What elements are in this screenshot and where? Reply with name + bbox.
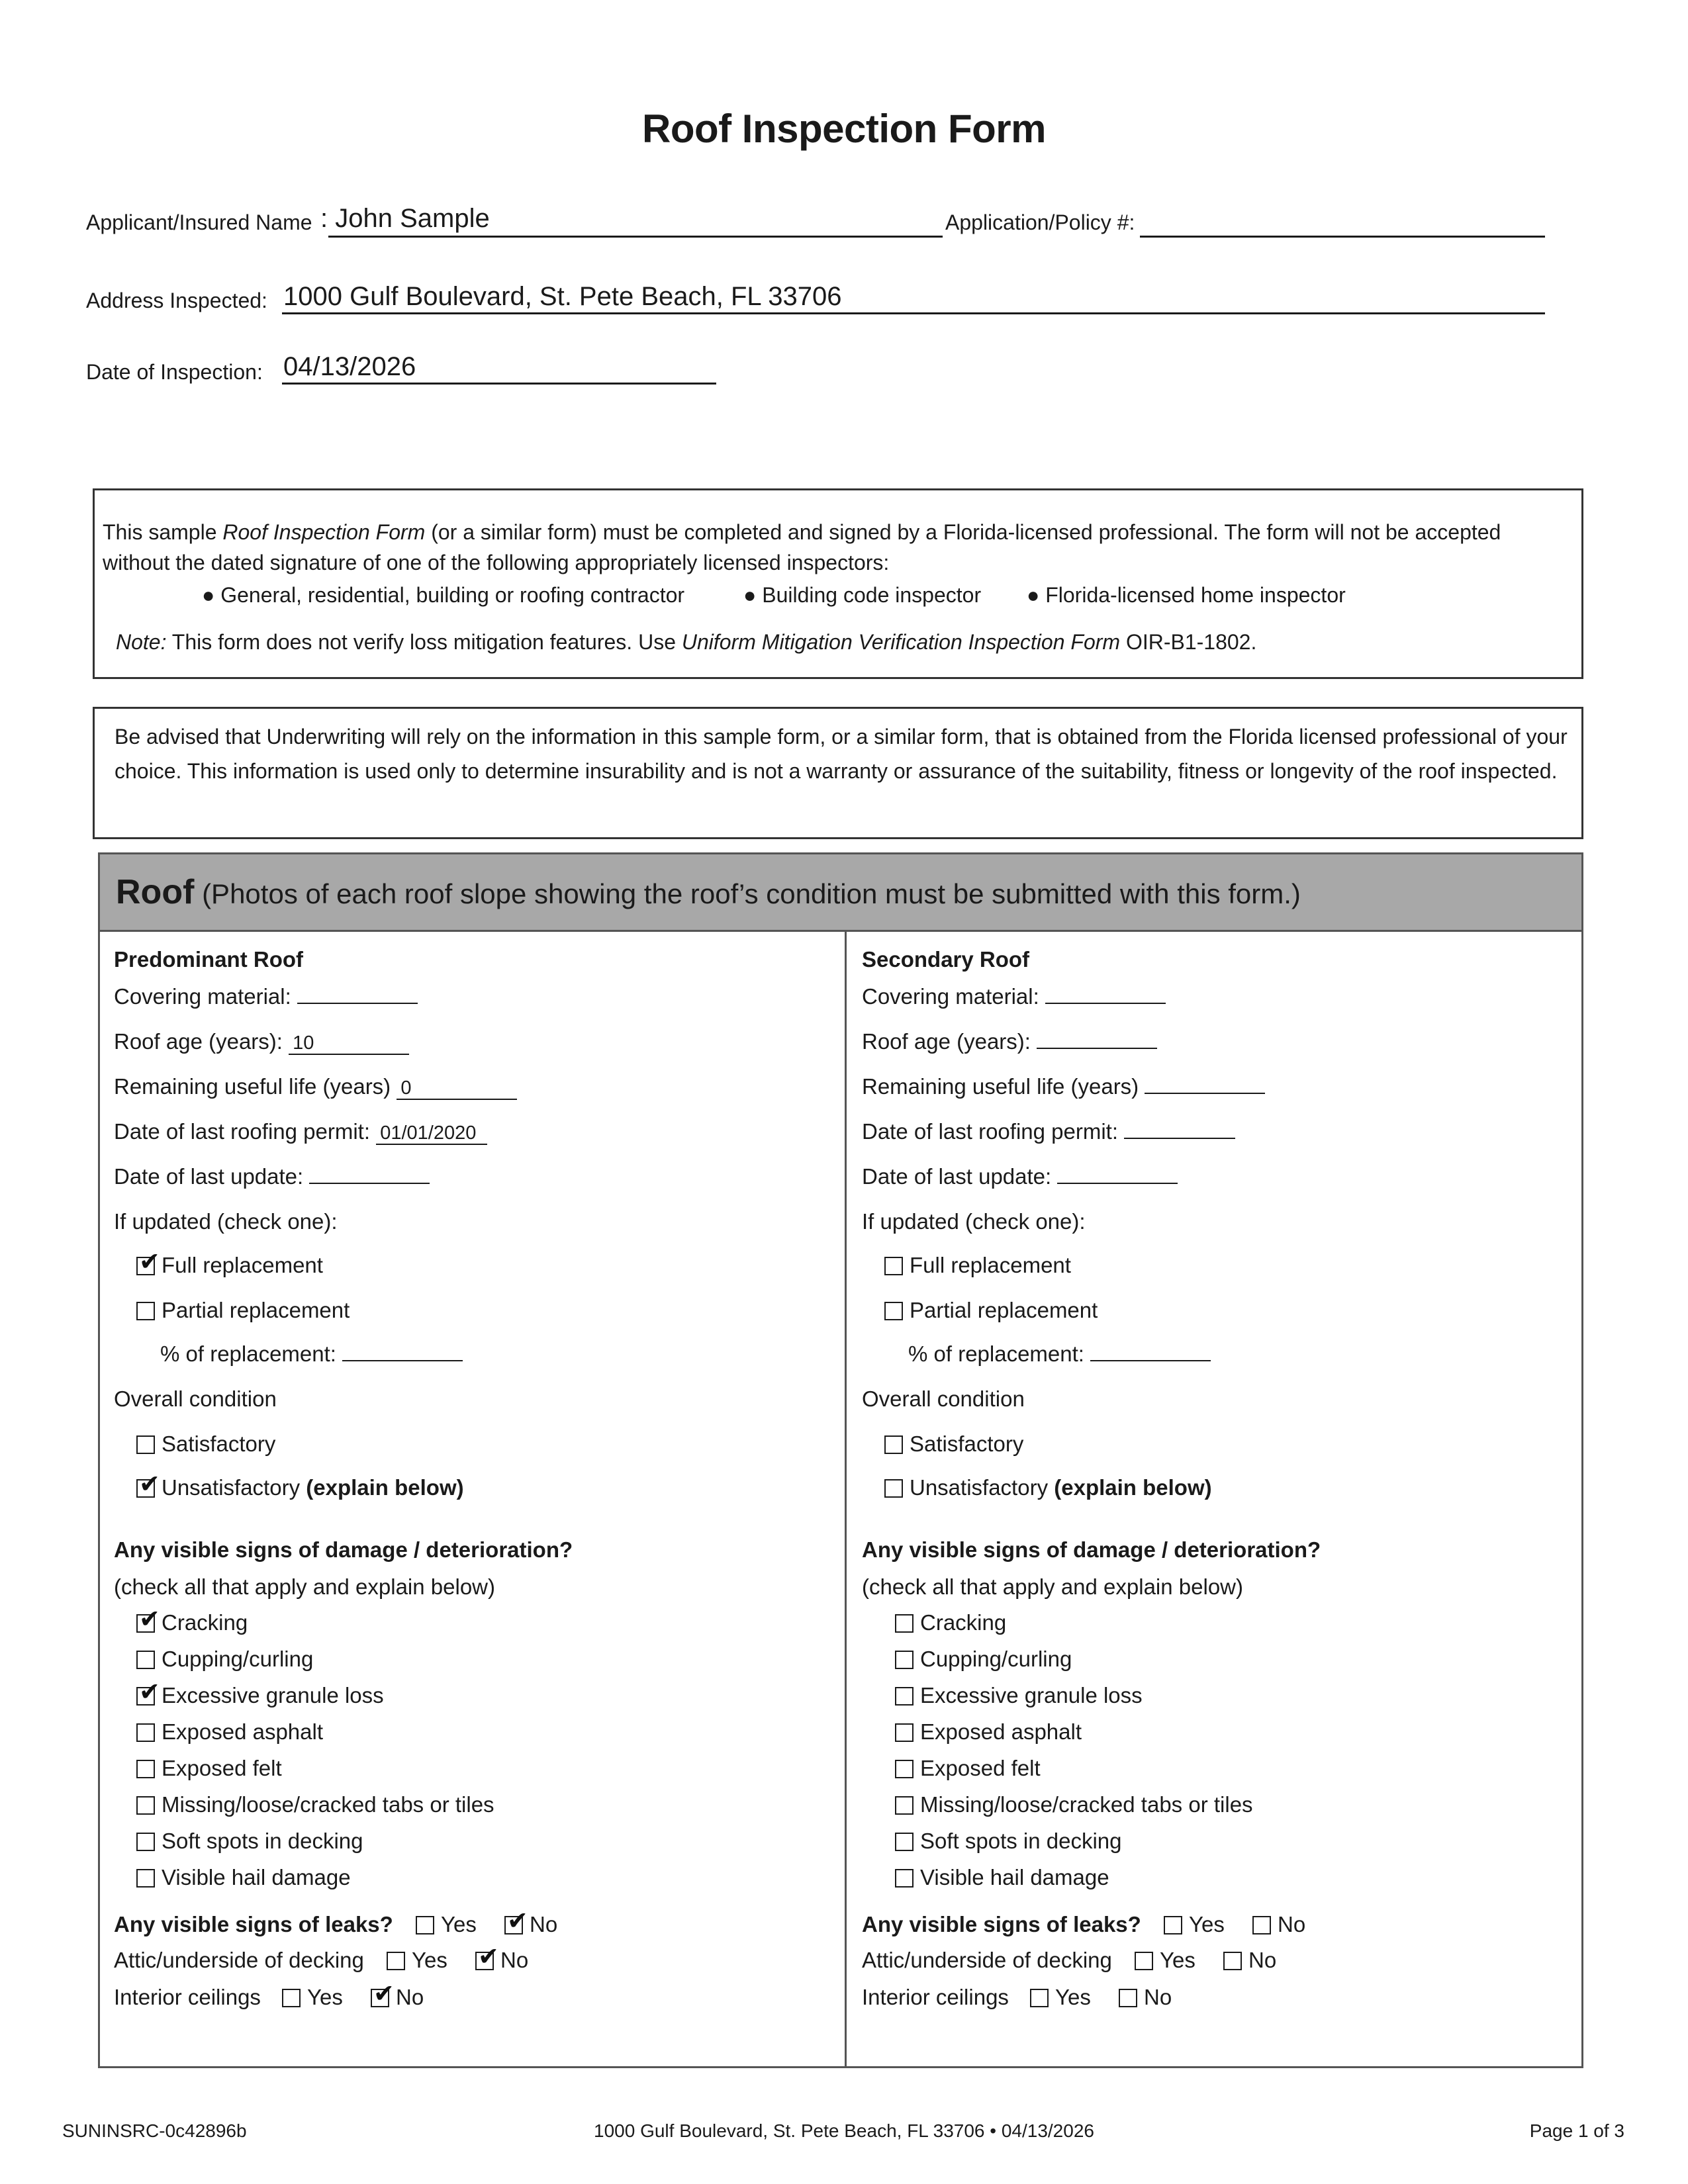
ceilings-no-checkbox[interactable] xyxy=(1119,1989,1137,2007)
damage-item-row xyxy=(895,1828,1122,1854)
ceilings-label: Interior ceilings xyxy=(114,1985,261,2009)
address-underline xyxy=(282,312,1545,314)
inspector-bullet-2: ● Building code inspector xyxy=(743,583,982,607)
damage-item-label: Exposed felt xyxy=(162,1756,282,1780)
full-replacement-row xyxy=(884,1252,1071,1279)
leaks-yes-checkbox[interactable] xyxy=(1164,1916,1182,1934)
damage-item-label: Soft spots in decking xyxy=(162,1829,363,1853)
damage-question: Any visible signs of damage / deterioration? xyxy=(114,1537,573,1562)
damage-item-label: Exposed asphalt xyxy=(920,1719,1082,1744)
no-label: No xyxy=(1278,1912,1306,1936)
partial-replacement-checkbox[interactable] xyxy=(136,1302,155,1320)
covering-label: Covering material: xyxy=(114,984,291,1009)
pct-row xyxy=(160,1341,463,1367)
remaining-label: Remaining useful life (years) xyxy=(862,1074,1139,1099)
overall-row xyxy=(862,1386,1025,1412)
unsatisfactory-row xyxy=(136,1475,464,1501)
leaks-yes-option xyxy=(416,1911,477,1938)
footer-address-date: 1000 Gulf Boulevard, St. Pete Beach, FL 33706 • 04/13/2026 xyxy=(594,2120,1094,2141)
damage-item-row xyxy=(136,1755,282,1782)
roof-section-header xyxy=(98,852,1583,932)
damage-item-label: Exposed felt xyxy=(920,1756,1041,1780)
damage-checkbox-3[interactable] xyxy=(136,1687,155,1706)
yes-label: Yes xyxy=(1160,1948,1196,1972)
unsatisfactory-checkbox[interactable] xyxy=(884,1479,903,1498)
permit-date-field[interactable]: 01/01/2020 xyxy=(376,1122,487,1145)
damage-item-row xyxy=(136,1719,323,1745)
covering-material-field[interactable] xyxy=(297,1003,418,1004)
overall-row xyxy=(114,1386,277,1412)
damage-checkbox-4[interactable] xyxy=(136,1723,155,1742)
attic-row xyxy=(114,1947,364,1974)
damage-item-label: Cracking xyxy=(162,1610,248,1635)
remaining-life-field[interactable]: 0 xyxy=(397,1077,517,1100)
full-replacement-label: Full replacement xyxy=(162,1253,323,1277)
mitigation-note: Note: This form does not verify loss mitigation features. Use Uniform Mitigation Verification Inspection Form OIR-B1-1802. xyxy=(116,630,1257,654)
leaks-row xyxy=(114,1911,393,1938)
column-divider xyxy=(845,930,847,2068)
damage-question: Any visible signs of damage / deterioration? xyxy=(862,1537,1321,1562)
underwriting-notice-box xyxy=(93,707,1583,839)
damage-item-row xyxy=(136,1610,248,1636)
licensing-notice-box xyxy=(93,488,1583,679)
damage-item-label: Exposed asphalt xyxy=(162,1719,324,1744)
age-label: Roof age (years): xyxy=(862,1029,1031,1054)
damage-checkbox-3[interactable] xyxy=(895,1687,914,1706)
secondary-heading-row xyxy=(862,946,1029,973)
damage-checkbox-5[interactable] xyxy=(136,1760,155,1778)
ceilings-label: Interior ceilings xyxy=(862,1985,1009,2009)
date-underline xyxy=(282,383,716,385)
full-replacement-checkbox[interactable] xyxy=(884,1257,903,1275)
full-replacement-label: Full replacement xyxy=(910,1253,1071,1277)
attic-label: Attic/underside of decking xyxy=(862,1948,1112,1972)
leaks-label: Any visible signs of leaks? xyxy=(114,1912,393,1936)
damage-question-row xyxy=(862,1537,1321,1563)
damage-item-label: Missing/loose/cracked tabs or tiles xyxy=(920,1792,1253,1817)
if-updated-label: If updated (check one): xyxy=(862,1209,1086,1234)
no-label: No xyxy=(396,1985,424,2009)
inspector-bullet-3: ● Florida-licensed home inspector xyxy=(1027,583,1346,607)
leaks-no-option xyxy=(1252,1911,1305,1938)
update-label: Date of last update: xyxy=(114,1164,304,1189)
roof-age-field[interactable] xyxy=(1037,1048,1157,1049)
yes-label: Yes xyxy=(412,1948,447,1972)
predominant-heading-row xyxy=(114,946,303,973)
update-row xyxy=(114,1163,430,1190)
attic-label: Attic/underside of decking xyxy=(114,1948,364,1972)
damage-subtitle: (check all that apply and explain below) xyxy=(114,1574,496,1599)
damage-item-row xyxy=(136,1646,313,1672)
partial-replacement-row xyxy=(136,1297,350,1324)
roof-section-title: Roof xyxy=(116,873,195,911)
damage-item-label: Missing/loose/cracked tabs or tiles xyxy=(162,1792,494,1817)
ceilings-row xyxy=(862,1984,1009,2011)
partial-replacement-row xyxy=(884,1297,1098,1324)
damage-item-row xyxy=(895,1719,1082,1745)
damage-checkbox-5[interactable] xyxy=(895,1760,914,1778)
no-label: No xyxy=(1248,1948,1277,1972)
remaining-life-field[interactable] xyxy=(1145,1093,1265,1094)
unsatisfactory-checkbox[interactable] xyxy=(136,1479,155,1498)
update-date-field[interactable] xyxy=(309,1183,430,1184)
leaks-no-option xyxy=(504,1911,557,1938)
permit-row xyxy=(114,1118,487,1145)
damage-checkbox-2[interactable] xyxy=(895,1651,914,1669)
roof-section-subtitle: (Photos of each roof slope showing the roof’s condition must be submitted with this form.) xyxy=(194,878,1301,909)
partial-replacement-label: Partial replacement xyxy=(910,1298,1098,1322)
roof-age-field[interactable]: 10 xyxy=(289,1032,409,1055)
ceilings-yes-checkbox[interactable] xyxy=(1030,1989,1049,2007)
damage-checkbox-7[interactable] xyxy=(895,1833,914,1851)
damage-item-label: Visible hail damage xyxy=(162,1865,351,1889)
damage-checkbox-8[interactable] xyxy=(136,1869,155,1888)
damage-item-label: Visible hail damage xyxy=(920,1865,1109,1889)
predominant-heading: Predominant Roof xyxy=(114,947,303,972)
damage-checkbox-4[interactable] xyxy=(895,1723,914,1742)
address-field[interactable]: 1000 Gulf Boulevard, St. Pete Beach, FL 33706 xyxy=(283,282,842,311)
if-updated-row xyxy=(862,1208,1086,1235)
damage-item-row xyxy=(136,1792,494,1818)
unsatisfactory-label: Unsatisfactory xyxy=(910,1475,1049,1500)
ceilings-no-checkbox[interactable] xyxy=(371,1989,389,2007)
age-label: Roof age (years): xyxy=(114,1029,283,1054)
damage-checkbox-1[interactable] xyxy=(895,1614,914,1633)
satisfactory-checkbox[interactable] xyxy=(136,1435,155,1454)
damage-item-row xyxy=(895,1646,1072,1672)
damage-checkbox-8[interactable] xyxy=(895,1869,914,1888)
attic-yes-checkbox[interactable] xyxy=(1135,1952,1153,1970)
ceilings-yes-option xyxy=(282,1984,343,2011)
unsatisfactory-row xyxy=(884,1475,1212,1501)
explain-below-label: (explain below) xyxy=(306,1475,464,1500)
no-label: No xyxy=(530,1912,558,1936)
satisfactory-row xyxy=(136,1431,275,1457)
leaks-label: Any visible signs of leaks? xyxy=(862,1912,1141,1936)
address-label: Address Inspected: xyxy=(86,289,267,312)
damage-item-label: Soft spots in decking xyxy=(920,1829,1122,1853)
ceilings-row xyxy=(114,1984,261,2011)
attic-no-checkbox[interactable] xyxy=(475,1952,494,1970)
inspector-bullet-1: ● General, residential, building or roofing contractor xyxy=(202,583,685,607)
damage-item-label: Cracking xyxy=(920,1610,1007,1635)
full-replacement-row xyxy=(136,1252,323,1279)
notice-text-c: (or a similar form) must be completed and signed by a Florida-licensed professional. The form will not be accepted without the dated signature of one of the following appropriately licensed inspectors: xyxy=(103,520,1501,574)
yes-label: Yes xyxy=(1055,1985,1091,2009)
roof-age-row xyxy=(862,1028,1157,1055)
attic-no-checkbox[interactable] xyxy=(1223,1952,1242,1970)
update-label: Date of last update: xyxy=(862,1164,1052,1189)
damage-item-row xyxy=(895,1610,1006,1636)
damage-item-label: Excessive granule loss xyxy=(162,1683,384,1707)
damage-item-row xyxy=(136,1682,384,1709)
damage-subtitle-row xyxy=(862,1574,1243,1600)
no-label: No xyxy=(1144,1985,1172,2009)
damage-subtitle: (check all that apply and explain below) xyxy=(862,1574,1244,1599)
full-replacement-checkbox[interactable] xyxy=(136,1257,155,1275)
update-date-field[interactable] xyxy=(1057,1183,1178,1184)
attic-yes-option xyxy=(1135,1947,1196,1974)
yes-label: Yes xyxy=(441,1912,477,1936)
damage-item-label: Cupping/curling xyxy=(162,1647,314,1671)
roof-age-row xyxy=(114,1028,409,1055)
yes-label: Yes xyxy=(307,1985,343,2009)
attic-row xyxy=(862,1947,1112,1974)
date-label: Date of Inspection: xyxy=(86,360,263,384)
damage-item-label: Excessive granule loss xyxy=(920,1683,1143,1707)
no-label: No xyxy=(500,1948,529,1972)
leaks-no-checkbox[interactable] xyxy=(1252,1916,1271,1934)
damage-checkbox-2[interactable] xyxy=(136,1651,155,1669)
damage-item-row xyxy=(895,1755,1041,1782)
covering-material-field[interactable] xyxy=(1045,1003,1166,1004)
permit-date-field[interactable] xyxy=(1124,1138,1235,1139)
covering-row xyxy=(114,983,418,1010)
permit-label: Date of last roofing permit: xyxy=(862,1119,1119,1144)
damage-checkbox-6[interactable] xyxy=(136,1796,155,1815)
damage-item-row xyxy=(136,1864,351,1891)
ceilings-yes-checkbox[interactable] xyxy=(282,1989,301,2007)
licensing-notice-text xyxy=(103,517,1546,578)
covering-label: Covering material: xyxy=(862,984,1039,1009)
pct-label: % of replacement: xyxy=(908,1342,1084,1366)
partial-replacement-label: Partial replacement xyxy=(162,1298,350,1322)
damage-item-row xyxy=(895,1792,1253,1818)
damage-subtitle-row xyxy=(114,1574,495,1600)
footer-page-number: Page 1 of 3 xyxy=(1529,2120,1624,2141)
remaining-life-row xyxy=(862,1073,1265,1100)
applicant-underline xyxy=(328,236,943,238)
update-row xyxy=(862,1163,1178,1190)
unsatisfactory-label: Unsatisfactory xyxy=(162,1475,301,1500)
satisfactory-checkbox[interactable] xyxy=(884,1435,903,1454)
covering-row xyxy=(862,983,1166,1010)
partial-replacement-checkbox[interactable] xyxy=(884,1302,903,1320)
satisfactory-label: Satisfactory xyxy=(162,1432,276,1456)
damage-checkbox-7[interactable] xyxy=(136,1833,155,1851)
damage-item-label: Cupping/curling xyxy=(920,1647,1072,1671)
leaks-yes-option xyxy=(1164,1911,1225,1938)
ceilings-no-option xyxy=(1119,1984,1172,2011)
leaks-no-checkbox[interactable] xyxy=(504,1916,523,1934)
leaks-yes-checkbox[interactable] xyxy=(416,1916,434,1934)
satisfactory-label: Satisfactory xyxy=(910,1432,1024,1456)
remaining-label: Remaining useful life (years) xyxy=(114,1074,391,1099)
footer-document-id: SUNINSRC-0c42896b xyxy=(62,2120,247,2141)
damage-item-row xyxy=(895,1864,1109,1891)
inspection-date-field[interactable]: 04/13/2026 xyxy=(283,352,416,381)
yes-label: Yes xyxy=(1189,1912,1225,1936)
policy-label: Application/Policy #: xyxy=(945,210,1135,234)
if-updated-label: If updated (check one): xyxy=(114,1209,338,1234)
policy-underline xyxy=(1140,236,1545,238)
attic-yes-option xyxy=(387,1947,447,1974)
ceilings-no-option xyxy=(371,1984,424,2011)
attic-yes-checkbox[interactable] xyxy=(387,1952,405,1970)
notice-text-a: This sample xyxy=(103,520,223,544)
pct-replacement-field[interactable] xyxy=(342,1360,463,1361)
attic-no-option xyxy=(1223,1947,1276,1974)
leaks-row xyxy=(862,1911,1141,1938)
underwriting-notice-text: Be advised that Underwriting will rely on the information in this sample form, or a similar form, that is obtained from the Florida licensed professional of your choice. This information is used only to determine insurability and is not a warranty or assurance of the suitability, fitness or longevity of the roof inspected. xyxy=(115,725,1568,783)
damage-item-row xyxy=(136,1828,363,1854)
attic-no-option xyxy=(475,1947,528,1974)
overall-label: Overall condition xyxy=(114,1387,277,1411)
damage-item-row xyxy=(895,1682,1143,1709)
page-title: Roof Inspection Form xyxy=(642,107,1046,151)
explain-below-label: (explain below) xyxy=(1054,1475,1212,1500)
satisfactory-row xyxy=(884,1431,1023,1457)
permit-label: Date of last roofing permit: xyxy=(114,1119,371,1144)
permit-row xyxy=(862,1118,1235,1145)
damage-checkbox-6[interactable] xyxy=(895,1796,914,1815)
damage-question-row xyxy=(114,1537,573,1563)
if-updated-row xyxy=(114,1208,338,1235)
notice-form-name: Roof Inspection Form xyxy=(222,520,426,544)
pct-label: % of replacement: xyxy=(160,1342,336,1366)
damage-checkbox-1[interactable] xyxy=(136,1614,155,1633)
pct-row xyxy=(908,1341,1211,1367)
remaining-life-row xyxy=(114,1073,517,1100)
applicant-label: Applicant/Insured Name xyxy=(86,210,312,234)
applicant-name-field[interactable]: : John Sample xyxy=(320,204,490,233)
ceilings-yes-option xyxy=(1030,1984,1091,2011)
pct-replacement-field[interactable] xyxy=(1090,1360,1211,1361)
secondary-heading: Secondary Roof xyxy=(862,947,1030,972)
overall-label: Overall condition xyxy=(862,1387,1025,1411)
